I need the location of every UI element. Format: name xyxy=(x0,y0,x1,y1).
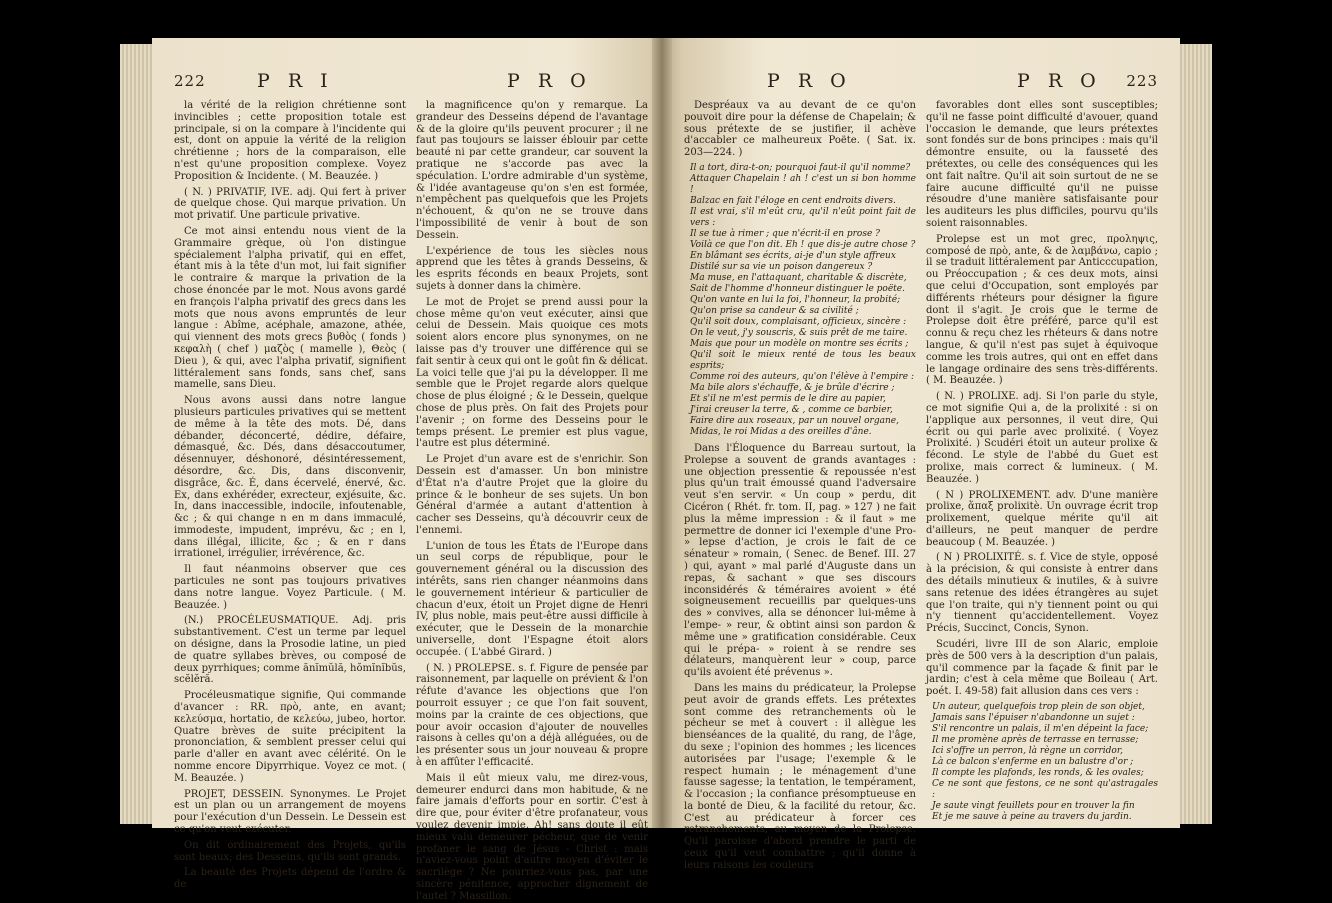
left-page-column-2 xyxy=(416,100,648,902)
paragraph: ( N. ) PRIVATIF, IVE. adj. Qui fert à priver de quelque chose. Qui marque privation. Un mot privatif. Une particule privative. xyxy=(174,186,406,222)
right-page-header xyxy=(662,72,1180,98)
running-head-right-page-right: P R O xyxy=(1017,70,1102,92)
left-page-column-1 xyxy=(174,100,406,891)
page-number-left: 222 xyxy=(174,72,206,90)
right-page-column-2 xyxy=(926,100,1158,823)
paragraph: ( N. ) PROLEPSE. s. f. Figure de pensée par raisonnement, par laquelle on prévient & l'on réfute d'avance les objections que l'on pourroit essuyer ; ce que l'on fait souvent, moins par la crainte de ces objections, que pour avoir occasion d'ajouter de nouvelles raisons à celles qu'on a déjà alléguées, ou de les présenter sous un jour nouveau & propre à en affûter l'efficacité. xyxy=(416,662,648,769)
paragraph: Il faut néanmoins observer que ces particules ne sont pas toujours privatives dans notre langue. Voyez Particule. ( M. Beauzée. ) xyxy=(174,564,406,611)
paragraph: Dans l'Éloquence du Barreau surtout, la Prolepse a souvent de grands avantages : une objection pressentie & repoussée n'est plus qu'un trait émoussé quand l'adversaire veut s'en servir. « Un coup » perdu, dit Cicéron ( Rhét. fr. tom. II, pag. » 127 ) ne fait plus la même impression : & il faut » me permettre de donner ici l'exemple d'une Pro- » lepse d'action, je crois le fait de ce sénateur » romain, ( Senec. de Benef. III. 27 ) qui, ayant » mal parlé d'Auguste dans un repas, & sachant » que ses discours inconsidérés & téméraires avoient » été soigneusement recueillis par quelques-uns des » convives, alla se dénoncer lui-même à l'empe- » reur, & obtint ainsi son pardon & même une » gratification considérable. Ceux qui le prépa- » roient à se rendre ses délateurs, manquèrent leur » coup, parce qu'ils avoient été prévenus ». xyxy=(684,442,916,679)
paragraph: favorables dont elles sont susceptibles; qu'il ne fasse point difficulté d'avouer, quand l'occasion le demande, que leurs prétextes sont fondés sur de bons principes : mais qu'il démontre ensuite, ou la fausseté des prétextes, ou celle des conséquences qui les ont fait naître. Qu'il ait soin surtout de ne se faire aucune difficulté qu'il ne puisse résoudre d'une manière satisfaisante pour les auditeurs les plus difficiles, pourvu qu'ils soient raisonnables. xyxy=(926,100,1158,229)
paragraph: L'expérience de tous les siècles nous apprend que les têtes à grands Desseins, & les esprits féconds en beaux Projets, sont sujets à donner dans la chimère. xyxy=(416,245,648,292)
paragraph: ( N. ) PROLIXE. adj. Si l'on parle du style, ce mot signifie Qui a, de la prolixité : si on l'applique aux personnes, il veut dire, Qui écrit ou qui parle avec prolixité. ( Voyez Prolixité. ) Scudéri étoit un auteur prolixe & fécond. Le style de l'abbé du Guet est prolixe, mais correct & lumineux. ( M. Beauzée. ) xyxy=(926,391,1158,485)
page-number-right: 223 xyxy=(1126,72,1158,90)
paragraph: ( N ) PROLIXEMENT. adv. D'une manière prolixe, ἅπαξ prolixitè. Un ouvrage écrit trop prolixement, quelque mérite qu'il ait d'ailleurs, ne peut manquer de perdre beaucoup ( M. Beauzée. ) xyxy=(926,489,1158,548)
paragraph: Scudéri, livre III de son Alaric, emploie près de 500 vers à la description d'un palais, qu'il commence par la façade & finit par le jardin; c'est à cela même que Boileau ( Art. poét. I. 49-58) fait allusion dans ces vers : xyxy=(926,639,1158,698)
paragraph: La beauté des Projets dépend de l'ordre & de xyxy=(174,867,406,891)
running-head-right-page-left: P R O xyxy=(767,70,852,92)
verse-quotation: Il a tort, dira-t-on; pourquoi faut-il qu'il nomme? Attaquer Chapelain ! ah ! c'est un si bon homme ! Balzac en fait l'éloge en cent endroits divers. Il est vrai, s'il m'eût cru, qu'il n'eût point fait de vers : Il se tue à rimer ; que n'écrit-il en prose ? Voilà ce que l'on dit. Eh ! que dis-je autre chose ? En blâmant ses écrits, ai-je d'un style affreux Distilé sur sa vie un poison dangereux ? Ma muse, en l'attaquant, charitable & discrète, Sait de l'homme d'honneur distinguer le poëte. Qu'on vante en lui la foi, l'honneur, la probité; Qu'on prise sa candeur & sa civilité ; Qu'il soit doux, complaisant, officieux, sincère : On le veut, j'y souscris, & suis prêt de me taire. Mais que pour un modèle on montre ses écrits ; Qu'il soit le mieux renté de tous les beaux esprits; Comme roi des auteurs, qu'on l'élève à l'empire : Ma bile alors s'échauffe, & je brûle d'écrire ; Et s'il ne m'est permis de le dire au papier, J'irai creuser la terre, & , comme ce barbier, Faire dire aux roseaux, par un nouvel organe, Midas, le roi Midas a des oreilles d'âne. xyxy=(690,162,916,437)
paragraph: Mais il eût mieux valu, me direz-vous, demeurer endurci dans mon habitude, & ne faire jamais d'efforts pour en sortir. C'est à dire que, pour éviter d'être profanateur, vous voulez devenir impie. Ah! sans doute il eût mieux valu demeurer pécheur, que de venir profaner le sang de Jésus - Christ : mais n'aviez-vous point d'autre moyen d'éviter le sacrilège ? Ne pourriez-vous pas, par une sincère pénitence, approcher dignement de l'autel ? Massillon. xyxy=(416,772,648,902)
paragraph: On dit ordinairement des Projets, qu'ils sont beaux; des Desseins, qu'ils sont grands. xyxy=(174,839,406,863)
paragraph: PROJET, DESSEIN. Synonymes. Le Projet est un plan ou un arrangement de moyens pour l'exécution d'un Dessein. Le Dessein est ce qu'on veut exécuter. xyxy=(174,788,406,836)
book-gutter xyxy=(652,38,672,828)
book-edge-left xyxy=(120,44,152,824)
paragraph: (N.) PROCÉLEUSMATIQUE. Adj. pris substantivement. C'est un terme par lequel on désigne, dans la Prosodie latine, un pied de quatre syllabes brèves, ou composé de deux pyrrhiques; comme ănĭmŭlă, hŏmĭnĭbŭs, scĕlĕră. xyxy=(174,615,406,686)
paragraph: Le Projet d'un avare est de s'enrichir. Son Dessein est d'amasser. Un bon ministre d'État n'a d'autre Projet que la gloire du prince & le bonheur de ses sujets. Un bon Général d'armée a autant d'attention à cacher ses Desseins, qu'à découvrir ceux de l'ennemi. xyxy=(416,454,648,536)
right-page xyxy=(662,38,1180,871)
paragraph: Prolepse est un mot grec, προληψις, composé de πρὸ, ante, & de λαμβάνω, capio ; il se traduit littéralement par Anticccupation, ou Préoccupation ; & ces deux mots, ainsi que celui d'Occupation, sont employés par différents rhéteurs pour désigner la figure dont il s'agit. Je crois que le terme de Prolepse doit être préféré, parce qu'il est connu & reçu chez les rhéteurs & dans notre langue, & qu'il n'est pas sujet à équivoque comme les trois autres, qui ont en effet dans le langage ordinaire des sens très-différents. ( M. Beauzée. ) xyxy=(926,233,1158,387)
paragraph: la magnificence qu'on y remarque. La grandeur des Desseins dépend de l'avantage & de la gloire qu'ils peuvent procurer ; il ne faut pas toujours se laisser éblouir par cette beauté ni par cette grandeur, car souvent la pratique ne s'accorde pas avec la spéculation. L'ordre admirable d'un système, & l'idée avantageuse qu'on s'en est formée, n'empêchent pas quelquefois que les Projets n'échouent, & qu'on ne se trouve dans l'impossibilité de venir à bout de son Dessein. xyxy=(416,100,648,241)
paragraph: Despréaux va au devant de ce qu'on pouvoit dire pour la défense de Chapelain; & sous prétexte de se justifier, il achève d'accabler ce malheureux Poëte. ( Sat. ix. 203—224. ) xyxy=(684,100,916,159)
paragraph: Nous avons aussi dans notre langue plusieurs particules privatives qui se mettent de même à la tête des mots. Dé, dans débander, déconcerté, dédire, défaire, démasqué, &c. Dés, dans désaccoutumer, désennuyer, déshonoré, désintéressement, désordre, &c. Dis, dans disconvenir, disgrâce, &c. É, dans écervelé, énervé, &c. Ex, dans exhéréder, exrecteur, exjésuite, &c. In, dans inaccessible, indocile, infoutenable, &c ; & qui change n en m dans immaculé, immodeste, impudent, imprévu, &c ; en l, dans illégal, illicite, &c ; & en r dans irrationel, irrégulier, irrévérence, &c. xyxy=(174,395,406,560)
left-page xyxy=(152,38,670,902)
running-head-left-page-right: P R O xyxy=(507,70,592,92)
paragraph: L'union de tous les États de l'Europe dans un seul corps de république, pour le gouvernement général ou la discussion des intérêts, sans rien changer néanmoins dans le gouvernement intérieur & particulier de chacun d'eux, étoit un Projet digne de Henri IV, plus noble, mais peut-être aussi difficile à exécuter, que le Dessein de la monarchie universelle, dont l'Espagne étoit alors occupée. ( L'abbé Girard. ) xyxy=(416,540,648,658)
left-page-header xyxy=(152,72,670,98)
paragraph: Dans les mains du prédicateur, la Prolepse peut avoir de grands effets. Les prétextes sont comme des retranchements où le pécheur se met à couvert : il allègue les bienséances de la qualité, du rang, de l'âge, du sexe ; l'opinion des hommes ; les licences autorisées par l'usage; l'exemple & le respect humain ; le ménagement d'une fausse sagesse; la tentation, le tempérament, & l'occasion ; la confiance présomptueuse en la bonté de Dieu, & la facilité du retour, &c. C'est au prédicateur à forcer ces retranchements, au moyen de la Prolepse. Qu'il paroisse d'abord prendre le parti de ceux qu'il veut combattre ; qu'il donne à leurs raisons les couleurs xyxy=(684,682,916,871)
paragraph: Ce mot ainsi entendu nous vient de la Grammaire grèque, où l'on distingue spécialement l'alpha privatif, qui en effet, étant mis à la tête d'un mot, lui fait signifier le contraire & marque la privation de la chose énoncée par le mot. Nous avons gardé en françois l'alpha privatif des grecs dans les mots que nous avons empruntés de leur langue : Abîme, acéphale, amazone, athée, qui viennent des mots grecs βυθὸς ( fonds ) κεφαλὴ ( chef ) μαζὸς ( mamelle ), Θεὸς ( Dieu ), & qui, avec l'alpha privatif, signifient littéralement sans fonds, sans chef, sans mamelle, sans Dieu. xyxy=(174,225,406,391)
right-page-column-1 xyxy=(684,100,916,871)
book-edge-right xyxy=(1180,44,1212,824)
paragraph: ( N ) PROLIXITÉ. s. f. Vice de style, opposé à la précision, & qui consiste à entrer dans des détails minutieux & inutiles, & à suivre sans retenue des idées étrangères au sujet que l'on traite, qui n'y tiennent point ou qui n'y tiennent qu'accidentellement. Voyez Précis, Succinct, Concis, Synon. xyxy=(926,552,1158,635)
running-head-left-page-left: P R I xyxy=(257,70,334,92)
paragraph: Le mot de Projet se prend aussi pour la chose même qu'on veut exécuter, ainsi que celui de Dessein. Mais quoique ces mots soient alors encore plus synonymes, on ne laisse pas d'y trouver une différence qui se fait sentir à ceux qui ont le goût fin & délicat. La voici telle que j'ai pu la développer. Il me semble que le Projet regarde alors quelque chose de plus éloigné ; & le Dessein, quelque chose de plus près. On fait des Projets pour l'avenir ; on forme des Desseins pour le temps présent. Le premier est plus vague, l'autre est plus déterminé. xyxy=(416,296,648,450)
paragraph: Procéleusmatique signifie, Qui commande d'avancer : RR. πρὸ, ante, en avant; κελεύσμα, hortatio, de κελεύω, jubeo, hortor. Quatre brèves de suite précipitent la prononciation, & semblent presser celui qui parle d'aller en avant avec célérité. On le nomme encore Dipyrrhique. Voyez ce mot. ( M. Beauzée. ) xyxy=(174,690,406,784)
paragraph: la vérité de la religion chrétienne sont invincibles ; cette proposition totale est principale, si on la compare à l'incidente qui est, dont on appuie la vérité de la religion chrétienne ; hors de la comparaison, elle n'est qu'une proposition complexe. Voyez Proposition & Incidente. ( M. Beauzée. ) xyxy=(174,100,406,182)
verse-quotation: Un auteur, quelquefois trop plein de son objet, Jamais sans l'épuiser n'abandonne un sujet : S'il rencontre un palais, il m'en dépeint la face; Il me promène après de terrasse en terrasse; Ici s'offre un perron, là règne un corridor, Là ce balcon s'enferme en un balustre d'or ; Il compte les plafonds, les ronds, & les ovales; Ce ne sont que festons, ce ne sont qu'astragales : Je saute vingt feuillets pour en trouver la fin Et je me sauve à peine au travers du jardin. xyxy=(932,702,1158,823)
